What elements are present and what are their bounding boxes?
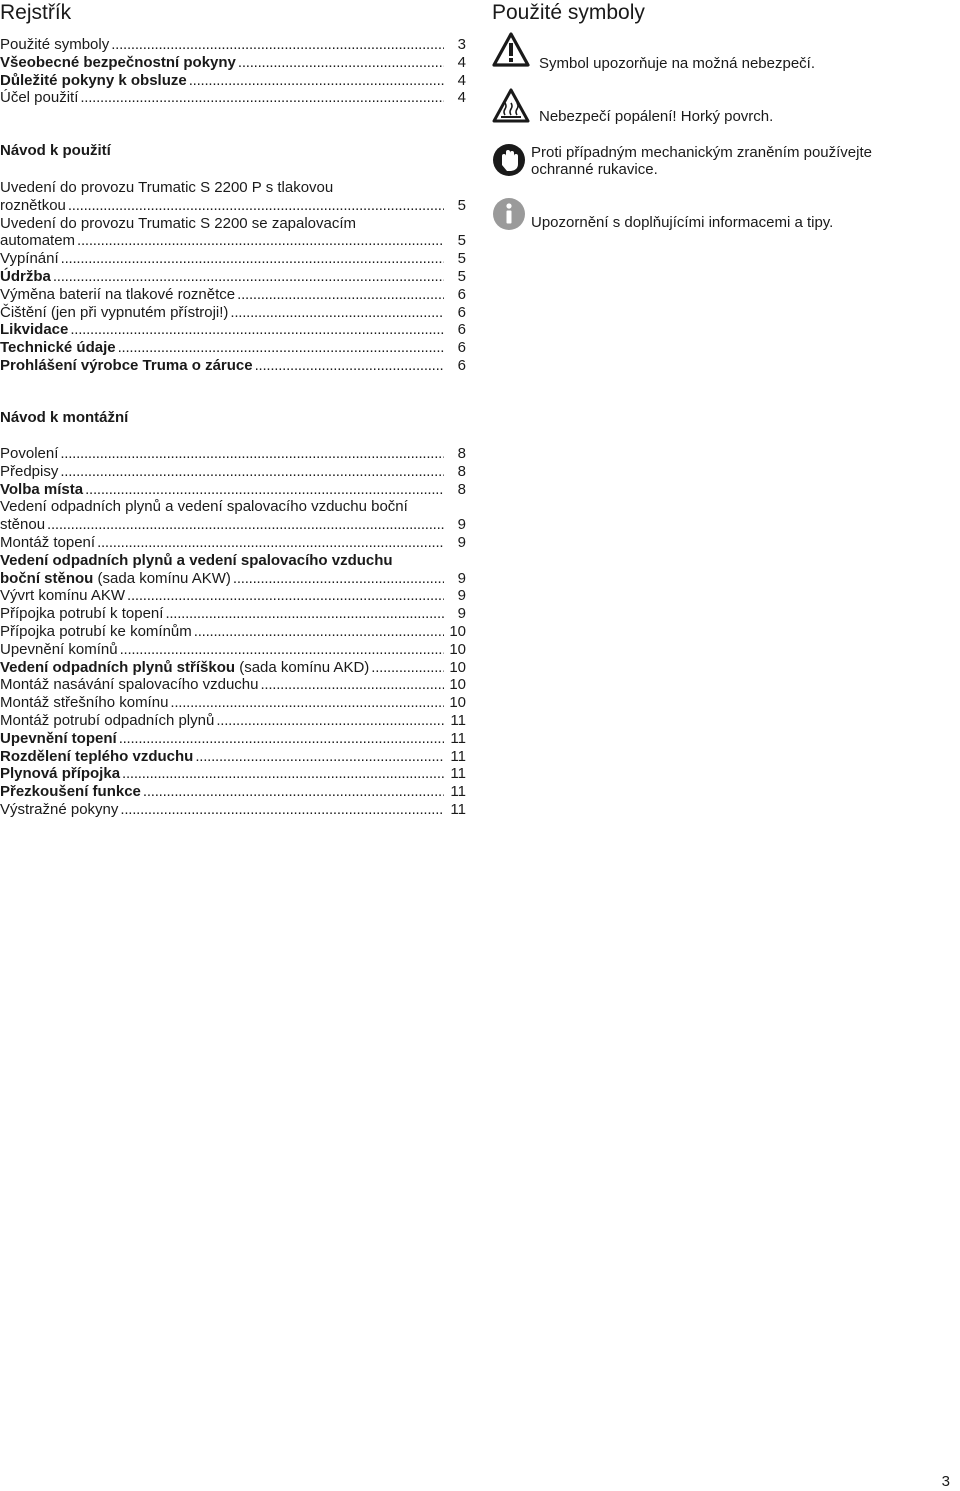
toc-entry-wrapline: Vedení odpadních plynů a vedení spalovacího vzduchu [0,551,393,569]
toc-entry-title: Prohlášení výrobce Truma o záruce [0,356,253,374]
toc-leader-dots [68,197,444,215]
toc-page-number: 4 [457,89,466,107]
toc-entry[interactable] [0,587,466,605]
toc-page-number: 10 [449,658,466,676]
hot-surface-icon [492,88,530,129]
toc-entry[interactable] [0,748,466,766]
toc-page-number: 9 [457,516,466,534]
toc-page-number: 9 [457,587,466,605]
toc-page-number: 11 [450,783,466,801]
toc-entry-title-bold: Vedení odpadních plynů stříškou [0,658,236,676]
toc-leader-dots [118,339,444,357]
toc-entry-title: Volba místa [0,480,84,498]
toc-entry[interactable] [0,54,466,72]
toc-entry[interactable] [0,268,466,286]
toc-entry-title: Použité symboly [0,36,110,53]
toc-leader-dots [111,36,444,54]
toc-entry-title: Likvidace [0,321,69,339]
symbol-text-hot-surface: Nebezpečí popálení! Horký povrch. [539,108,774,125]
toc-page-number: 9 [457,605,466,623]
toc-entry[interactable] [0,783,466,801]
toc-entry[interactable] [0,534,466,552]
toc-page-number: 10 [449,622,466,640]
toc-leader-dots [85,481,444,499]
toc-entry[interactable] [0,89,466,107]
info-icon [492,197,526,236]
toc-entry-title: Všeobecné bezpečnostní pokyny [0,53,236,71]
toc-entry-title: Vývrt komínu AKW [0,587,126,605]
toc-entry[interactable] [0,463,466,481]
toc-entry-title: Výměna baterií na tlakové roznětce [0,285,236,303]
toc-leader-dots [216,712,444,730]
toc-leader-dots [77,232,444,250]
section-title-usage: Návod k použití [0,142,111,159]
toc-entry-title: Upevnění topení [0,729,117,747]
toc-entry-title: Výstražné pokyny [0,800,119,818]
toc-entry[interactable] [0,712,466,730]
toc-leader-dots [60,445,444,463]
toc-group-general [0,36,466,107]
toc-page-number: 9 [457,533,466,551]
toc-entry[interactable] [0,623,466,641]
symbols-section [492,0,952,231]
toc-leader-dots [194,623,444,641]
toc-entry[interactable] [0,481,466,499]
toc-entry[interactable] [0,321,466,339]
toc-page-number: 3 [457,36,466,53]
toc-entry[interactable] [0,339,466,357]
toc-entry-title: Montáž potrubí odpadních plynů [0,711,215,729]
toc-page-number: 11 [450,747,466,765]
toc-group-installation [0,445,466,819]
toc-leader-dots [119,730,444,748]
toc-entry-wrapline: Vedení odpadních plynů a vedení spalovacího vzduchu boční [0,498,408,516]
toc-page-number: 11 [450,800,466,818]
toc-entry-title: Montáž nasávání spalovacího vzduchu [0,676,259,694]
toc-leader-dots [261,676,445,694]
toc-entry-title-bold: boční stěnou [0,569,94,587]
toc-page-number: 4 [457,71,466,89]
toc-entry-wrapline: Uvedení do provozu Trumatic S 2200 se zapalovacím [0,214,357,232]
toc-page-number: 8 [457,480,466,498]
toc-entry[interactable] [0,605,466,623]
warning-triangle-icon [492,32,530,73]
toc-entry[interactable] [0,357,466,375]
toc-entry-title-rest: (sada komínu AKW) [93,569,231,587]
toc-page-number: 6 [457,285,466,303]
toc-entry-title: Důležité pokyny k obsluze [0,71,187,89]
toc-leader-dots [238,54,444,72]
toc-leader-dots [61,250,444,268]
symbol-text-info: Upozornění s doplňujícími informacemi a tipy. [531,214,834,231]
toc-title: Rejstřík [0,1,72,24]
toc-entry-title: Montáž střešního komínu [0,694,169,712]
toc-page-number: 10 [449,694,466,712]
toc-entry[interactable] [0,516,466,534]
toc-leader-dots [165,605,444,623]
toc-entry[interactable] [0,304,466,322]
toc-leader-dots [122,765,444,783]
toc-entry[interactable] [0,676,466,694]
toc-entry-title: automatem [0,232,76,250]
toc-leader-dots [189,72,444,90]
toc-leader-dots [97,534,444,552]
toc-entry-title: Přezkoušení funkce [0,783,141,801]
toc-page-number: 11 [450,765,466,783]
toc-entry[interactable] [0,730,466,748]
toc-entry-title: stěnou [0,516,46,534]
toc-leader-dots [233,570,444,588]
toc-entry[interactable] [0,694,466,712]
toc-page-number: 5 [457,196,466,214]
toc-entry[interactable] [0,641,466,659]
toc-entry-wrapline: Uvedení do provozu Trumatic S 2200 P s tlakovou [0,179,334,196]
toc-entry-title: Údržba [0,267,51,285]
toc-page-number: 4 [457,53,466,71]
toc-leader-dots [170,694,444,712]
toc-page-number: 6 [457,339,466,357]
toc-entry[interactable] [0,197,466,215]
toc-leader-dots [60,463,444,481]
toc-page-number: 5 [457,267,466,285]
toc-entry-title: Technické údaje [0,339,116,357]
toc-leader-dots [80,89,444,107]
toc-page-number: 10 [449,640,466,658]
toc-entry-title: Přípojka potrubí ke komínům [0,622,192,640]
toc-leader-dots [120,801,444,819]
toc-entry-title [0,659,369,677]
toc-entry-title: Montáž topení [0,533,96,551]
toc-page-number: 11 [450,729,466,747]
symbol-text-gloves: Proti případným mechanickým zraněním používejte ochranné rukavice. [531,144,872,178]
toc-entry-title: Povolení [0,445,59,462]
toc-page-number: 6 [457,303,466,321]
toc-page-number: 8 [457,462,466,480]
toc-page-number: 5 [457,232,466,250]
toc-leader-dots [255,357,444,375]
toc-leader-dots [120,641,444,659]
toc-entry[interactable] [0,445,466,463]
toc-entry-title: Přípojka potrubí k topení [0,605,164,623]
toc-page-number: 5 [457,250,466,268]
toc-page-number: 10 [449,676,466,694]
toc-entry[interactable] [0,765,466,783]
toc-entry-title: roznětkou [0,196,66,214]
toc-entry-title: Čištění (jen při vypnutém přístroji!) [0,303,229,321]
table-of-contents [0,0,470,818]
toc-entry-title-rest: (sada komínu AKD) [235,658,370,676]
toc-leader-dots [143,783,444,801]
toc-page-number: 11 [450,711,466,729]
toc-entry-title: Rozdělení teplého vzduchu [0,747,194,765]
toc-page-number: 6 [457,321,466,339]
toc-entry-title [0,570,231,588]
toc-entry[interactable] [0,36,466,54]
toc-entry-title: Předpisy [0,462,59,480]
page-number: 3 [941,1473,950,1490]
toc-entry[interactable] [0,250,466,268]
toc-entry[interactable] [0,72,466,90]
toc-entry[interactable] [0,232,466,250]
toc-entry-title: Plynová přípojka [0,765,121,783]
toc-leader-dots [371,659,444,677]
section-title-installation: Návod k montážní [0,409,129,426]
symbols-title: Použité symboly [492,1,645,24]
toc-page-number: 8 [457,445,466,462]
toc-leader-dots [195,748,444,766]
toc-entry-title: Upevnění komínů [0,640,118,658]
toc-leader-dots [53,268,444,286]
toc-entry-title: Účel použití [0,89,79,107]
toc-leader-dots [237,286,444,304]
toc-entry[interactable] [0,801,466,819]
toc-page-number: 9 [457,569,466,587]
protective-gloves-icon [492,143,526,182]
toc-entry-title: Vypínání [0,250,59,268]
toc-leader-dots [70,321,444,339]
toc-page-number: 6 [457,356,466,374]
toc-entry[interactable] [0,659,466,677]
toc-leader-dots [127,587,444,605]
symbol-text-warning: Symbol upozorňuje na možná nebezpečí. [539,55,816,72]
toc-leader-dots [47,516,444,534]
toc-leader-dots [230,304,444,322]
toc-group-usage [0,179,466,375]
toc-entry[interactable] [0,570,466,588]
toc-entry[interactable] [0,286,466,304]
